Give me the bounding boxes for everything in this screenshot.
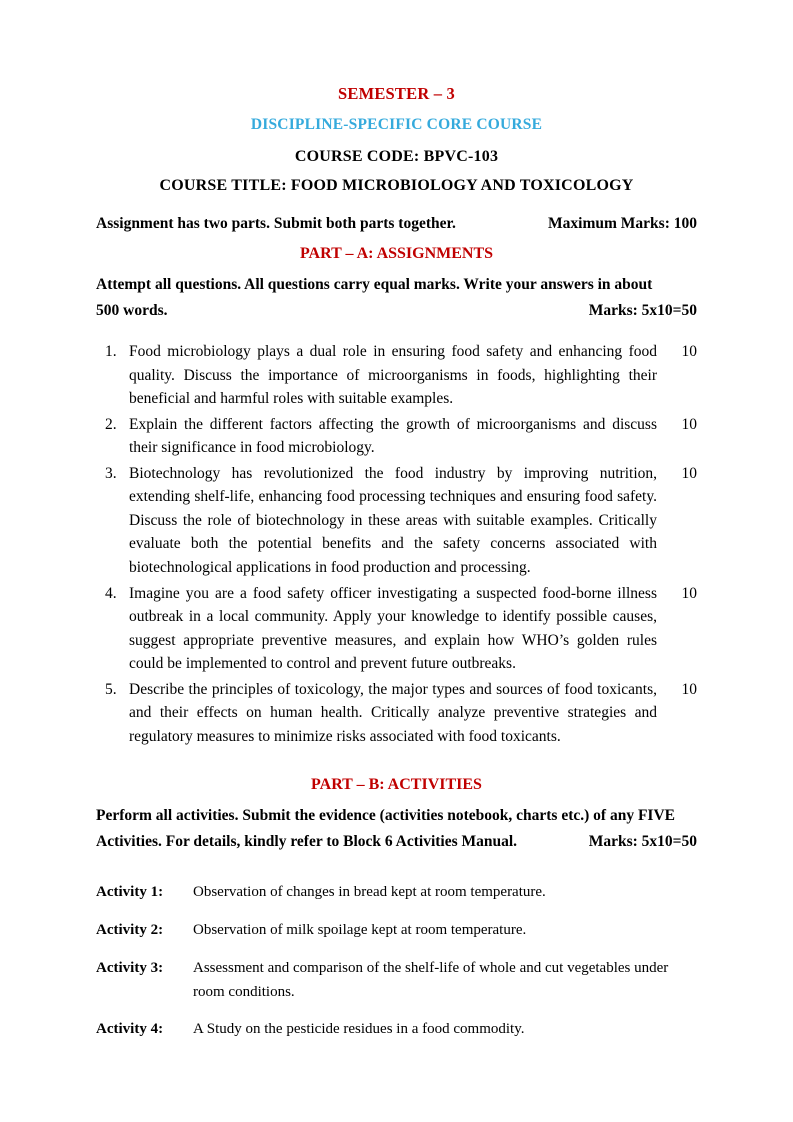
course-code-heading: COURSE CODE: BPVC-103 <box>294 148 499 165</box>
question-text: Food microbiology plays a dual role in ensuring food safety and enhancing food quality. Discuss the importance of microorganisms in foods, highlighting their beneficial and harmful roles with suitable examples. <box>129 343 657 408</box>
assignment-intro-row <box>96 212 697 236</box>
question-marks: 10 <box>681 680 697 698</box>
part-a-marks-note: Marks: 5x10=50 <box>588 302 697 320</box>
maximum-marks: Maximum Marks: 100 <box>548 215 697 232</box>
question-text: Describe the principles of toxicology, the major types and sources of food toxicants, and their effects on human health. Critically analyze preventive strategies and regulatory measures to minimize risks associated with food toxicants. <box>129 680 657 745</box>
assignment-note: Assignment has two parts. Submit both parts together. <box>96 215 456 232</box>
activity-label: Activity 2: <box>96 922 164 939</box>
question-number: 3. <box>105 464 117 482</box>
part-b-instructions <box>96 803 697 855</box>
course-title-heading: COURSE TITLE: FOOD MICROBIOLOGY AND TOXICOLOGY <box>159 177 634 194</box>
part-b-marks-note: Marks: 5x10=50 <box>588 833 697 851</box>
question-text: Imagine you are a food safety officer investigating a suspected food-borne illness outbreak in a local community. Apply your knowledge to identify possible causes, suggest appropriate preventive measures, and explain how WHO’s golden rules could be implemented to control and prevent future outbreaks. <box>129 584 657 673</box>
activity-description: Observation of milk spoilage kept at room temperature. <box>193 922 527 939</box>
part-b-section <box>96 776 697 1042</box>
part-a-instructions-line1: Attempt all questions. All questions carry equal marks. Write your answers in about <box>96 276 653 294</box>
activity-description: Assessment and comparison of the shelf-life of whole and cut vegetables under room conditions. <box>193 959 669 1000</box>
activity-list <box>96 881 697 1041</box>
question-text: Biotechnology has revolutionized the food industry by improving nutrition, extending shelf-life, enhancing food processing techniques and ensuring food safety. Discuss the role of biotechnology in these areas with suitable examples. Critically evaluate both the potential benefits and the safety concerns associated with biotechnological applications in food production and processing. <box>129 464 657 576</box>
activity-label: Activity 4: <box>96 1021 164 1038</box>
activity-row <box>96 919 697 943</box>
question-marks: 10 <box>681 415 697 433</box>
question-marks: 10 <box>681 343 697 361</box>
part-b-instructions-line2: Activities. For details, kindly refer to Block 6 Activities Manual. <box>96 833 518 851</box>
question-marks: 10 <box>681 464 697 482</box>
semester-heading: SEMESTER – 3 <box>337 84 455 103</box>
part-a-instructions-line2-row <box>96 298 697 324</box>
part-b-heading: PART – B: ACTIVITIES <box>311 776 482 794</box>
activity-description: Observation of changes in bread kept at room temperature. <box>193 884 546 901</box>
question-number: 2. <box>105 415 117 433</box>
question-row <box>96 462 697 580</box>
question-row <box>96 413 697 460</box>
question-marks: 10 <box>681 584 697 602</box>
document-content <box>96 84 697 1056</box>
activity-description: A Study on the pesticide residues in a food commodity. <box>193 1021 525 1038</box>
question-row <box>96 678 697 749</box>
activity-row <box>96 957 697 1004</box>
question-row <box>96 340 697 411</box>
question-number: 4. <box>105 584 117 602</box>
part-a-instructions <box>96 272 697 324</box>
question-number: 1. <box>105 343 117 361</box>
activity-label: Activity 3: <box>96 959 164 976</box>
activity-row <box>96 1018 697 1042</box>
part-b-instructions-line2-row <box>96 829 697 855</box>
part-b-instructions-line1: Perform all activities. Submit the evidence (activities notebook, charts etc.) of any FIVE <box>96 807 675 825</box>
course-category-heading: DISCIPLINE-SPECIFIC CORE COURSE <box>250 116 543 133</box>
part-a-question-list <box>96 340 697 748</box>
activity-label: Activity 1: <box>96 884 164 901</box>
question-row <box>96 582 697 676</box>
activity-row <box>96 881 697 905</box>
question-number: 5. <box>105 680 117 698</box>
question-text: Explain the different factors affecting the growth of microorganisms and discuss their significance in food microbiology. <box>129 415 657 457</box>
part-a-heading: PART – A: ASSIGNMENTS <box>299 245 494 263</box>
part-a-instructions-line2: 500 words. <box>96 302 168 320</box>
